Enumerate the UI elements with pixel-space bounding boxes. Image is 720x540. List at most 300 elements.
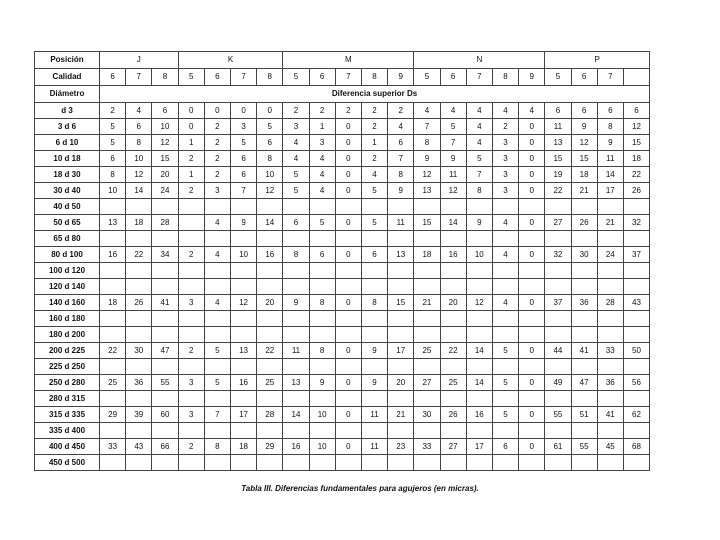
- deviation-cell: [571, 359, 597, 375]
- deviation-cell: [335, 263, 361, 279]
- deviation-cell: [414, 327, 440, 343]
- deviation-cell: 17: [388, 343, 414, 359]
- deviation-cell: 60: [152, 407, 178, 423]
- deviation-cell: 21: [388, 407, 414, 423]
- deviation-cell: 6: [230, 167, 256, 183]
- deviation-cell: 0: [335, 119, 361, 135]
- deviation-cell: 34: [152, 247, 178, 263]
- deviation-cell: 26: [623, 183, 649, 199]
- diameter-range: 335 d 400: [35, 423, 100, 439]
- deviation-cell: 8: [414, 135, 440, 151]
- deviation-cell: 11: [545, 119, 571, 135]
- deviation-cell: 8: [257, 151, 283, 167]
- deviation-cell: [283, 455, 309, 471]
- deviation-cell: 5: [230, 135, 256, 151]
- deviation-cell: 10: [100, 183, 126, 199]
- deviation-cell: 2: [335, 103, 361, 119]
- deviation-cell: 0: [519, 167, 545, 183]
- deviation-cell: [388, 279, 414, 295]
- deviation-cell: 15: [545, 151, 571, 167]
- deviation-cell: [519, 231, 545, 247]
- deviation-cell: 39: [126, 407, 152, 423]
- deviation-cell: [230, 359, 256, 375]
- position-j: J: [100, 52, 179, 69]
- table-row: [35, 455, 650, 471]
- deviation-cell: [597, 327, 623, 343]
- diameter-range: 40 d 50: [35, 199, 100, 215]
- deviation-cell: 0: [519, 407, 545, 423]
- deviation-cell: 4: [492, 103, 518, 119]
- deviation-cell: [414, 311, 440, 327]
- deviation-cell: 9: [440, 151, 466, 167]
- diameter-range: 400 d 450: [35, 439, 100, 455]
- deviation-cell: 18: [100, 295, 126, 311]
- deviation-cell: [388, 391, 414, 407]
- deviation-cell: 33: [597, 343, 623, 359]
- diameter-header-row: [35, 86, 650, 103]
- deviation-cell: 51: [571, 407, 597, 423]
- deviation-cell: [361, 311, 387, 327]
- quality-k-3: 8: [257, 69, 283, 86]
- deviation-cell: 17: [466, 439, 492, 455]
- diameter-range: 200 d 225: [35, 343, 100, 359]
- deviation-cell: 13: [230, 343, 256, 359]
- deviation-cell: [361, 423, 387, 439]
- deviation-cell: 32: [623, 215, 649, 231]
- deviation-cell: 16: [257, 247, 283, 263]
- deviation-cell: 8: [100, 167, 126, 183]
- deviation-cell: [414, 391, 440, 407]
- deviation-cell: 4: [519, 103, 545, 119]
- table-row: [35, 423, 650, 439]
- deviation-cell: [100, 455, 126, 471]
- quality-k-0: 5: [178, 69, 204, 86]
- deviation-cell: [230, 311, 256, 327]
- deviation-cell: 4: [492, 295, 518, 311]
- deviation-cell: 3: [283, 119, 309, 135]
- deviation-cell: [623, 423, 649, 439]
- deviation-cell: 4: [361, 167, 387, 183]
- quality-m-2: 7: [335, 69, 361, 86]
- deviation-cell: [257, 423, 283, 439]
- deviation-cell: 18: [126, 215, 152, 231]
- deviation-cell: [388, 423, 414, 439]
- deviation-cell: [440, 327, 466, 343]
- deviation-cell: [257, 327, 283, 343]
- deviation-cell: [519, 391, 545, 407]
- deviation-cell: 4: [204, 247, 230, 263]
- deviation-cell: [230, 279, 256, 295]
- deviation-cell: 0: [335, 135, 361, 151]
- deviation-cell: 8: [283, 247, 309, 263]
- deviation-cell: 0: [335, 215, 361, 231]
- deviation-cell: 16: [230, 375, 256, 391]
- deviation-cell: 26: [440, 407, 466, 423]
- deviation-cell: [126, 311, 152, 327]
- quality-m-3: 8: [361, 69, 387, 86]
- deviation-cell: 14: [597, 167, 623, 183]
- diameter-range: 80 d 100: [35, 247, 100, 263]
- diameter-range: 100 d 120: [35, 263, 100, 279]
- deviation-cell: 36: [126, 375, 152, 391]
- deviation-cell: [492, 311, 518, 327]
- deviation-cell: 3: [492, 167, 518, 183]
- deviation-cell: 29: [100, 407, 126, 423]
- upper-deviation-label: Diferencia superior Ds: [100, 86, 650, 103]
- deviation-cell: 62: [623, 407, 649, 423]
- tolerance-table: [34, 51, 650, 471]
- deviation-cell: [571, 455, 597, 471]
- deviation-cell: [492, 231, 518, 247]
- deviation-cell: [126, 359, 152, 375]
- deviation-cell: 0: [519, 119, 545, 135]
- deviation-cell: 0: [335, 183, 361, 199]
- deviation-cell: [126, 423, 152, 439]
- deviation-cell: [597, 455, 623, 471]
- deviation-cell: 13: [100, 215, 126, 231]
- deviation-cell: [492, 455, 518, 471]
- deviation-cell: [309, 311, 335, 327]
- deviation-cell: [152, 263, 178, 279]
- deviation-cell: 0: [204, 103, 230, 119]
- deviation-cell: 5: [466, 151, 492, 167]
- deviation-cell: [309, 231, 335, 247]
- position-p: P: [545, 52, 650, 69]
- deviation-cell: 28: [152, 215, 178, 231]
- table-row: [35, 231, 650, 247]
- deviation-cell: [492, 263, 518, 279]
- deviation-cell: 3: [178, 375, 204, 391]
- deviation-cell: 2: [204, 135, 230, 151]
- deviation-cell: 7: [414, 119, 440, 135]
- table-row: [35, 135, 650, 151]
- deviation-cell: 30: [126, 343, 152, 359]
- deviation-cell: 18: [414, 247, 440, 263]
- deviation-cell: 4: [466, 119, 492, 135]
- position-m: M: [283, 52, 414, 69]
- deviation-cell: [623, 391, 649, 407]
- deviation-cell: 24: [597, 247, 623, 263]
- table-row: [35, 183, 650, 199]
- deviation-cell: 5: [309, 215, 335, 231]
- diameter-range: 10 d 18: [35, 151, 100, 167]
- deviation-cell: 2: [361, 119, 387, 135]
- deviation-cell: [257, 263, 283, 279]
- deviation-cell: [100, 391, 126, 407]
- diameter-range: 140 d 160: [35, 295, 100, 311]
- deviation-cell: 7: [440, 135, 466, 151]
- deviation-cell: [178, 263, 204, 279]
- deviation-cell: [414, 359, 440, 375]
- deviation-cell: [597, 391, 623, 407]
- deviation-cell: [283, 327, 309, 343]
- deviation-cell: 6: [126, 119, 152, 135]
- deviation-cell: 2: [178, 439, 204, 455]
- deviation-cell: 6: [100, 151, 126, 167]
- deviation-cell: [230, 455, 256, 471]
- deviation-cell: [204, 391, 230, 407]
- deviation-cell: [388, 231, 414, 247]
- deviation-cell: 12: [126, 167, 152, 183]
- deviation-cell: 9: [309, 375, 335, 391]
- deviation-cell: [152, 327, 178, 343]
- deviation-cell: [466, 263, 492, 279]
- quality-j-2: 8: [152, 69, 178, 86]
- deviation-cell: [100, 231, 126, 247]
- deviation-cell: [257, 359, 283, 375]
- table-row: [35, 167, 650, 183]
- deviation-cell: 6: [597, 103, 623, 119]
- deviation-cell: [309, 391, 335, 407]
- deviation-cell: 27: [414, 375, 440, 391]
- deviation-cell: 5: [440, 119, 466, 135]
- deviation-cell: 14: [126, 183, 152, 199]
- deviation-cell: [257, 231, 283, 247]
- deviation-cell: [414, 199, 440, 215]
- deviation-cell: [100, 311, 126, 327]
- deviation-cell: 7: [466, 167, 492, 183]
- deviation-cell: 47: [571, 375, 597, 391]
- deviation-cell: [283, 231, 309, 247]
- deviation-cell: [571, 263, 597, 279]
- quality-n-2: 7: [466, 69, 492, 86]
- deviation-cell: [283, 423, 309, 439]
- deviation-cell: [204, 199, 230, 215]
- deviation-cell: 2: [204, 119, 230, 135]
- deviation-cell: 25: [440, 375, 466, 391]
- deviation-cell: 56: [623, 375, 649, 391]
- deviation-cell: [519, 327, 545, 343]
- deviation-cell: [388, 455, 414, 471]
- diameter-range: 30 d 40: [35, 183, 100, 199]
- deviation-cell: 4: [492, 247, 518, 263]
- deviation-cell: 9: [361, 343, 387, 359]
- deviation-cell: [230, 327, 256, 343]
- deviation-cell: 61: [545, 439, 571, 455]
- deviation-cell: 0: [335, 295, 361, 311]
- deviation-cell: 14: [283, 407, 309, 423]
- deviation-cell: [335, 423, 361, 439]
- deviation-cell: [414, 263, 440, 279]
- position-n: N: [414, 52, 545, 69]
- deviation-cell: 9: [571, 119, 597, 135]
- deviation-cell: 17: [597, 183, 623, 199]
- deviation-cell: [100, 263, 126, 279]
- quality-n-0: 5: [414, 69, 440, 86]
- deviation-cell: [388, 327, 414, 343]
- deviation-cell: [178, 455, 204, 471]
- deviation-cell: 0: [519, 135, 545, 151]
- deviation-cell: 6: [545, 103, 571, 119]
- deviation-cell: 22: [545, 183, 571, 199]
- position-header-row: [35, 52, 650, 69]
- deviation-cell: [283, 311, 309, 327]
- deviation-cell: 10: [230, 247, 256, 263]
- table-row: [35, 215, 650, 231]
- quality-n-1: 6: [440, 69, 466, 86]
- deviation-cell: 10: [257, 167, 283, 183]
- deviation-cell: 4: [414, 103, 440, 119]
- table-row: [35, 295, 650, 311]
- deviation-cell: [126, 279, 152, 295]
- deviation-cell: [178, 311, 204, 327]
- deviation-cell: 1: [309, 119, 335, 135]
- quality-j-1: 7: [126, 69, 152, 86]
- deviation-cell: 30: [414, 407, 440, 423]
- deviation-cell: [545, 391, 571, 407]
- diameter-range: 160 d 180: [35, 311, 100, 327]
- quality-n-4: 9: [519, 69, 545, 86]
- deviation-cell: [204, 327, 230, 343]
- deviation-cell: 9: [466, 215, 492, 231]
- deviation-cell: [361, 279, 387, 295]
- diameter-range: 3 d 6: [35, 119, 100, 135]
- deviation-cell: [230, 423, 256, 439]
- deviation-cell: [230, 199, 256, 215]
- deviation-cell: [492, 199, 518, 215]
- deviation-cell: 4: [309, 183, 335, 199]
- deviation-cell: 0: [335, 375, 361, 391]
- quality-n-3: 8: [492, 69, 518, 86]
- table-row: [35, 343, 650, 359]
- deviation-cell: 3: [204, 183, 230, 199]
- deviation-cell: 4: [204, 215, 230, 231]
- deviation-cell: [440, 231, 466, 247]
- deviation-cell: 1: [178, 167, 204, 183]
- deviation-cell: 2: [283, 103, 309, 119]
- deviation-cell: [388, 263, 414, 279]
- deviation-cell: 25: [100, 375, 126, 391]
- deviation-cell: 6: [388, 135, 414, 151]
- deviation-cell: [178, 391, 204, 407]
- deviation-cell: 15: [388, 295, 414, 311]
- deviation-cell: 49: [545, 375, 571, 391]
- deviation-cell: 2: [100, 103, 126, 119]
- deviation-cell: 13: [388, 247, 414, 263]
- deviation-cell: [309, 359, 335, 375]
- deviation-cell: 4: [440, 103, 466, 119]
- deviation-cell: 0: [257, 103, 283, 119]
- deviation-cell: 0: [335, 247, 361, 263]
- deviation-cell: 8: [309, 295, 335, 311]
- deviation-cell: 11: [361, 407, 387, 423]
- deviation-cell: 5: [283, 167, 309, 183]
- deviation-cell: 5: [492, 407, 518, 423]
- deviation-cell: [571, 423, 597, 439]
- deviation-cell: 6: [152, 103, 178, 119]
- table-row: [35, 327, 650, 343]
- deviation-cell: 9: [388, 183, 414, 199]
- deviation-cell: [545, 263, 571, 279]
- deviation-cell: [466, 359, 492, 375]
- deviation-cell: 14: [257, 215, 283, 231]
- deviation-cell: [204, 359, 230, 375]
- deviation-cell: [361, 359, 387, 375]
- deviation-cell: [519, 455, 545, 471]
- deviation-cell: 0: [335, 407, 361, 423]
- deviation-cell: [100, 199, 126, 215]
- deviation-cell: 0: [519, 183, 545, 199]
- quality-m-1: 6: [309, 69, 335, 86]
- deviation-cell: 29: [257, 439, 283, 455]
- deviation-cell: [623, 327, 649, 343]
- deviation-cell: 21: [571, 183, 597, 199]
- deviation-cell: [466, 327, 492, 343]
- deviation-cell: [545, 279, 571, 295]
- deviation-cell: 21: [414, 295, 440, 311]
- deviation-cell: [492, 279, 518, 295]
- deviation-cell: 16: [440, 247, 466, 263]
- deviation-cell: [309, 423, 335, 439]
- deviation-cell: 2: [178, 151, 204, 167]
- deviation-cell: 37: [623, 247, 649, 263]
- deviation-cell: [204, 423, 230, 439]
- deviation-cell: [492, 327, 518, 343]
- table-row: [35, 311, 650, 327]
- diameter-range: 65 d 80: [35, 231, 100, 247]
- deviation-cell: 12: [257, 183, 283, 199]
- deviation-cell: 36: [571, 295, 597, 311]
- deviation-cell: [545, 311, 571, 327]
- diameter-range: 315 d 335: [35, 407, 100, 423]
- deviation-cell: [283, 391, 309, 407]
- deviation-cell: [466, 311, 492, 327]
- deviation-cell: [571, 279, 597, 295]
- deviation-cell: [283, 263, 309, 279]
- deviation-cell: 16: [466, 407, 492, 423]
- deviation-cell: 9: [361, 375, 387, 391]
- deviation-cell: 8: [361, 295, 387, 311]
- deviation-cell: 55: [545, 407, 571, 423]
- deviation-cell: 8: [126, 135, 152, 151]
- deviation-cell: 0: [519, 375, 545, 391]
- deviation-cell: [466, 279, 492, 295]
- deviation-cell: 22: [623, 167, 649, 183]
- deviation-cell: [519, 311, 545, 327]
- deviation-cell: [623, 359, 649, 375]
- deviation-cell: 4: [492, 215, 518, 231]
- deviation-cell: 15: [414, 215, 440, 231]
- deviation-cell: 4: [309, 151, 335, 167]
- deviation-cell: [178, 199, 204, 215]
- deviation-cell: 66: [152, 439, 178, 455]
- deviation-cell: 2: [178, 183, 204, 199]
- deviation-cell: [519, 279, 545, 295]
- deviation-cell: [152, 279, 178, 295]
- deviation-cell: [152, 455, 178, 471]
- deviation-cell: [100, 327, 126, 343]
- deviation-cell: 44: [545, 343, 571, 359]
- deviation-cell: 6: [283, 215, 309, 231]
- deviation-cell: 11: [597, 151, 623, 167]
- deviation-cell: [178, 231, 204, 247]
- deviation-cell: 2: [361, 151, 387, 167]
- deviation-cell: 20: [152, 167, 178, 183]
- deviation-cell: 4: [466, 103, 492, 119]
- deviation-cell: 3: [492, 135, 518, 151]
- deviation-cell: [309, 279, 335, 295]
- deviation-cell: 9: [230, 215, 256, 231]
- deviation-cell: 12: [571, 135, 597, 151]
- deviation-cell: [309, 199, 335, 215]
- deviation-cell: 23: [388, 439, 414, 455]
- deviation-cell: [571, 199, 597, 215]
- deviation-cell: 30: [571, 247, 597, 263]
- deviation-cell: [100, 423, 126, 439]
- deviation-cell: 3: [178, 295, 204, 311]
- deviation-cell: 10: [466, 247, 492, 263]
- deviation-cell: 6: [230, 151, 256, 167]
